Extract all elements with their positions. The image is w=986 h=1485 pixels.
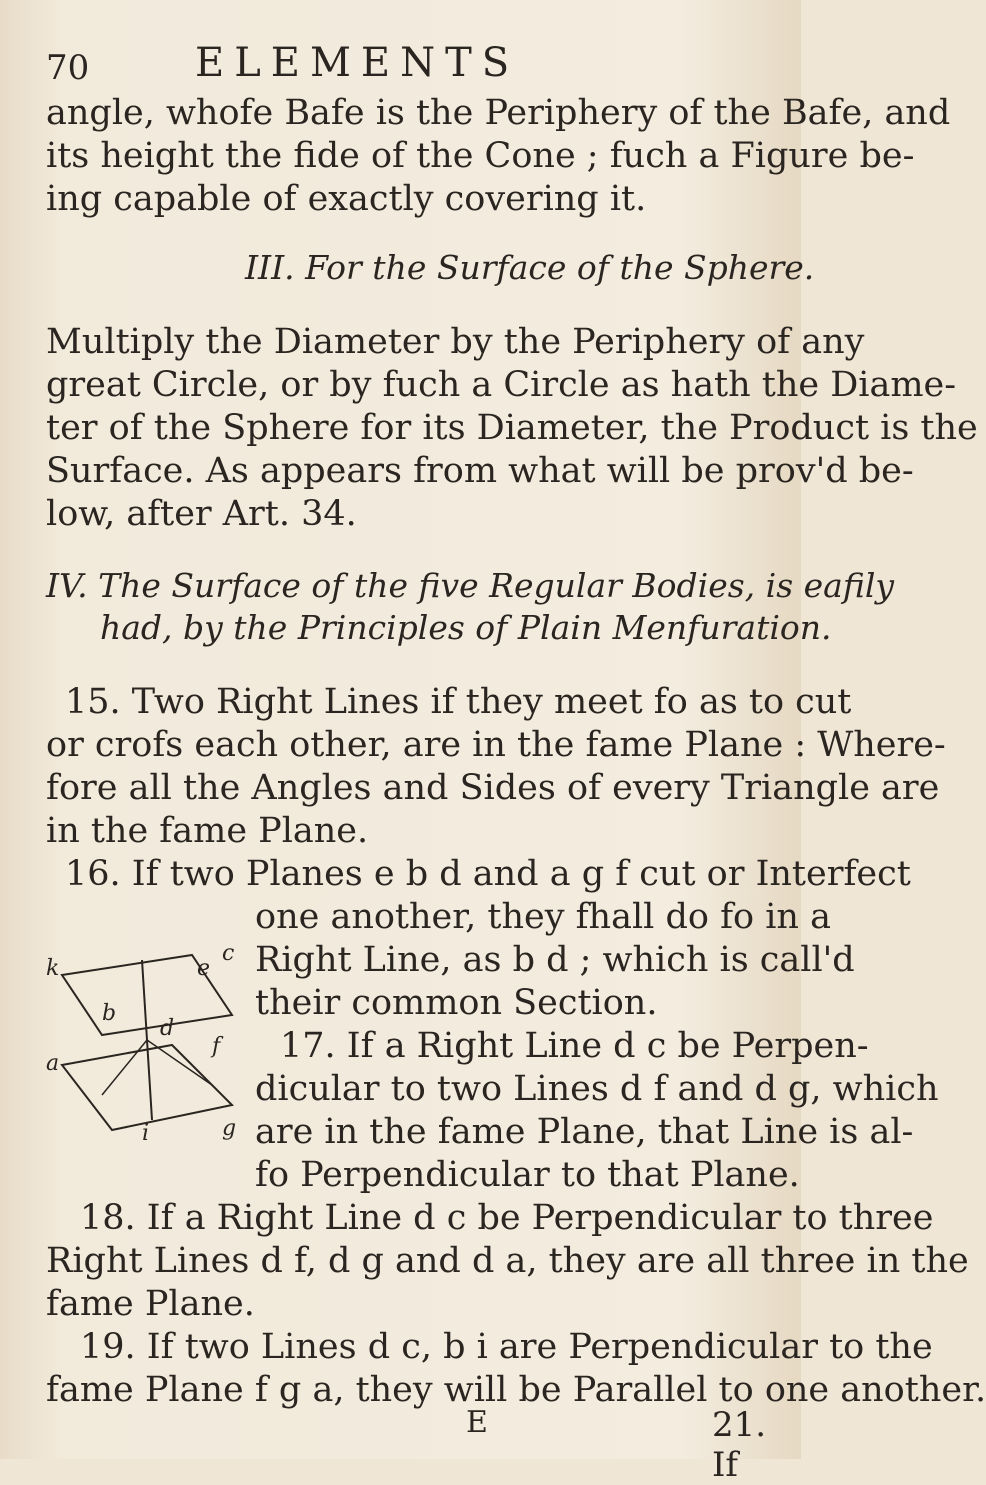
text-line: 17. If a Right Line d c be Perpen- xyxy=(280,1026,869,1066)
text-line: 19. If two Lines d c, b i are Perpendicular to the xyxy=(80,1327,933,1367)
plane-agf xyxy=(62,1045,232,1130)
text-line: great Circle, or by fuch a Circle as hath the Diame- xyxy=(46,365,957,405)
text-line: or crofs each other, are in the fame Plane : Where- xyxy=(46,725,946,765)
catchword: 21. If xyxy=(712,1405,767,1485)
text-line: Right Line, as b d ; which is call'd xyxy=(255,940,855,980)
plane-intersection-figure xyxy=(42,941,242,1146)
section-heading-iv: IV. The Surface of the five Regular Bodies, is eafily xyxy=(46,566,895,605)
text-line: fame Plane. xyxy=(46,1284,255,1324)
text-line: its height the fide of the Cone ; fuch a Figure be- xyxy=(46,136,915,176)
signature-mark: E xyxy=(466,1405,488,1440)
text-line: one another, they fhall do fo in a xyxy=(255,897,831,937)
figure-label: e xyxy=(197,956,211,981)
figure-label: d xyxy=(160,1016,175,1041)
text-line: Surface. As appears from what will be prov'd be- xyxy=(46,451,914,491)
text-line: are in the fame Plane, that Line is al- xyxy=(255,1112,914,1152)
page-number: 70 xyxy=(46,48,90,88)
text-line: dicular to two Lines d f and d g, which xyxy=(255,1069,939,1109)
section-heading-iii: III. For the Surface of the Sphere. xyxy=(245,248,815,287)
text-line: fo Perpendicular to that Plane. xyxy=(255,1155,800,1195)
text-line: Multiply the Diameter by the Periphery of any xyxy=(46,322,865,362)
figure-label: b xyxy=(102,1001,117,1026)
text-line: fore all the Angles and Sides of every Triangle are xyxy=(46,768,940,808)
figure-label: f xyxy=(212,1034,221,1059)
text-line: low, after Art. 34. xyxy=(46,494,357,534)
text-line: Right Lines d f, d g and d a, they are all three in the xyxy=(46,1241,969,1281)
text-line: in the fame Plane. xyxy=(46,811,369,851)
text-line: angle, whofe Bafe is the Periphery of the Bafe, and xyxy=(46,93,951,133)
running-title: ELEMENTS xyxy=(195,40,520,86)
text-line: 18. If a Right Line d c be Perpendicular to three xyxy=(80,1198,934,1238)
text-line: fame Plane f g a, they will be Parallel to one another. xyxy=(46,1370,986,1410)
figure-label: a xyxy=(46,1051,60,1076)
figure-label: i xyxy=(142,1121,150,1146)
text-line: ing capable of exactly covering it. xyxy=(46,179,647,219)
text-line: their common Section. xyxy=(255,983,658,1023)
line-dg xyxy=(147,1040,212,1085)
figure-label: k xyxy=(46,956,60,981)
text-line: 16. If two Planes e b d and a g f cut or Interfect xyxy=(65,854,911,894)
figure-label: g xyxy=(222,1116,237,1141)
text-line: 15. Two Right Lines if they meet fo as to cut xyxy=(65,682,852,722)
text-line: ter of the Sphere for its Diameter, the Product is the xyxy=(46,408,978,448)
line-df xyxy=(102,1040,147,1095)
figure-label: c xyxy=(222,941,235,966)
section-heading-iv-cont: had, by the Principles of Plain Menfuration. xyxy=(100,608,832,647)
